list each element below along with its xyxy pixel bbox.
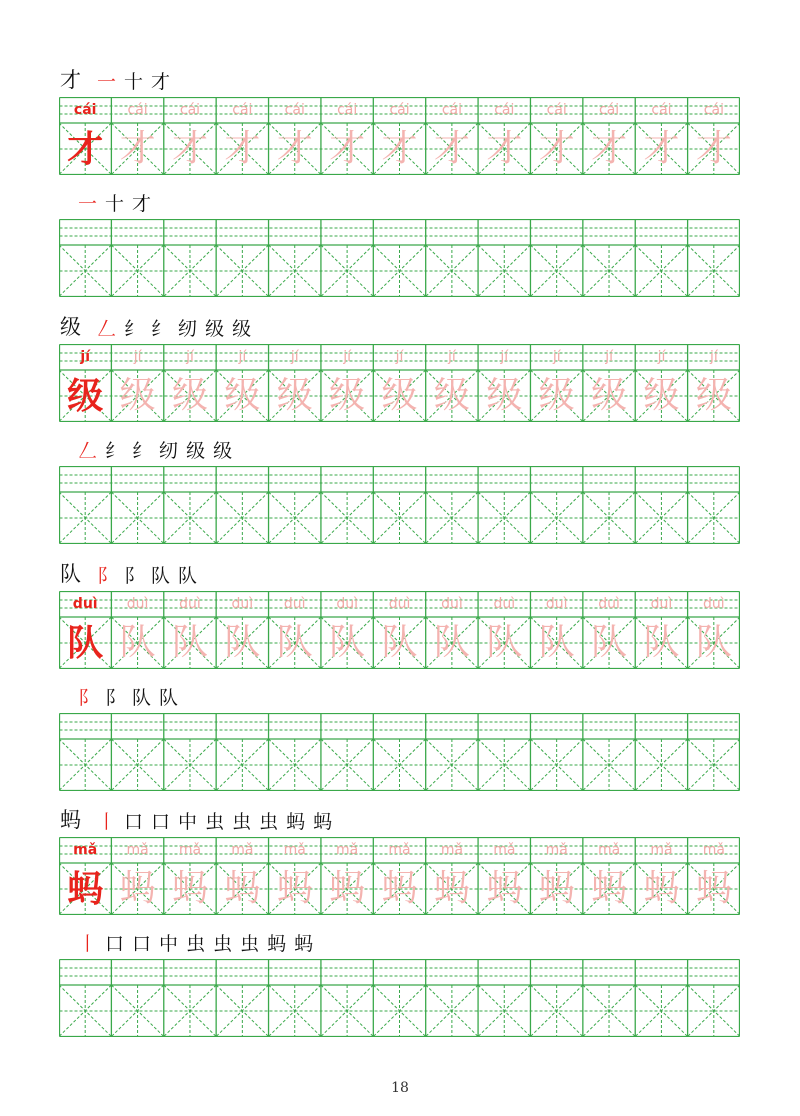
practice-grid-empty: [59, 219, 740, 297]
stroke-step: 口: [151, 811, 171, 833]
pinyin-trace: cái: [703, 102, 724, 118]
character-trace: 才: [171, 128, 208, 169]
character-row: [59, 617, 740, 669]
stroke-order-header: [60, 315, 259, 341]
character-trace: 蚂: [381, 868, 418, 909]
stroke-step: 阝: [105, 687, 125, 709]
stroke-step: 虫: [186, 933, 206, 955]
character-trace: 队: [224, 622, 261, 663]
character-trace: 蚂: [171, 868, 208, 909]
character-trace: 蚂: [486, 868, 523, 909]
stroke-step: 队: [151, 565, 171, 587]
character-trace: 队: [486, 622, 523, 663]
stroke-step: 纫: [159, 440, 179, 462]
pinyin-trace: mǎ: [702, 842, 725, 858]
stroke-step: 中: [178, 811, 198, 833]
character-trace: 级: [538, 375, 575, 416]
pinyin-trace: mǎ: [493, 842, 516, 858]
pinyin-trace: duì: [703, 596, 725, 612]
stroke-step: 丨: [97, 811, 117, 833]
stroke-order-character: 队: [60, 562, 81, 586]
stroke-step: 阝: [78, 687, 98, 709]
stroke-step: 蚂: [286, 811, 306, 833]
stroke-order-practice-header: [78, 930, 321, 956]
stroke-step: 队: [132, 687, 152, 709]
pinyin-row: [59, 837, 740, 863]
stroke-step: 中: [159, 933, 179, 955]
character-trace: 队: [329, 622, 366, 663]
pinyin-trace: jí: [709, 349, 718, 365]
stroke-order-character: 蚂: [60, 808, 81, 832]
character-trace: 才: [329, 128, 366, 169]
character-row: [59, 863, 740, 915]
practice-grid-empty: [59, 959, 740, 1037]
pinyin-trace: cái: [337, 102, 358, 118]
character-trace: 才: [486, 128, 523, 169]
character-trace: 才: [119, 128, 156, 169]
stroke-order-header: [60, 68, 178, 94]
pinyin-trace: jí: [133, 349, 142, 365]
pinyin-trace: jí: [343, 349, 352, 365]
character-trace: 才: [695, 128, 732, 169]
stroke-step: 纫: [178, 318, 198, 340]
pinyin-trace: mǎ: [440, 842, 464, 858]
character-trace: 队: [643, 622, 680, 663]
pinyin-trace: duì: [126, 596, 149, 612]
pinyin-model: jí: [80, 349, 90, 365]
character-model: 蚂: [67, 868, 104, 910]
character-trace: 队: [591, 622, 628, 663]
stroke-step: 丨: [78, 933, 98, 955]
pinyin-trace: duì: [650, 596, 673, 612]
pinyin-trace: cái: [494, 102, 515, 118]
pinyin-trace: cái: [389, 102, 410, 118]
stroke-step: 才: [151, 71, 171, 93]
character-trace: 才: [224, 128, 261, 169]
pinyin-trace: jí: [395, 349, 404, 365]
pinyin-trace: jí: [605, 349, 613, 365]
pinyin-trace: jí: [500, 349, 509, 365]
character-trace: 蚂: [224, 868, 261, 909]
character-trace: 级: [695, 375, 732, 416]
pinyin-trace: jí: [657, 349, 666, 365]
pinyin-trace: cái: [599, 102, 620, 118]
stroke-step: 虫: [213, 933, 233, 955]
pinyin-trace: cái: [284, 102, 305, 118]
character-trace: 队: [695, 622, 732, 663]
pinyin-model: cái: [73, 102, 97, 118]
stroke-step: 纟: [105, 440, 125, 462]
pinyin-trace: duì: [231, 596, 254, 612]
character-row: [59, 370, 740, 422]
pinyin-trace: mǎ: [597, 842, 621, 858]
stroke-step: 口: [132, 933, 152, 955]
character-trace: 级: [591, 375, 628, 416]
stroke-step: 级: [205, 318, 225, 340]
pinyin-trace: duì: [441, 596, 463, 612]
character-model: 队: [67, 622, 104, 664]
stroke-step: 蚂: [313, 811, 333, 833]
stroke-order-practice-header: [78, 437, 240, 463]
character-trace: 级: [486, 375, 523, 416]
character-trace: 蚂: [329, 868, 366, 909]
pinyin-trace: mǎ: [231, 842, 254, 858]
pinyin-trace: duì: [336, 596, 358, 612]
character-model: 才: [67, 128, 104, 170]
character-trace: 队: [538, 622, 575, 663]
pinyin-row: [59, 591, 740, 617]
character-trace: 级: [329, 375, 366, 416]
pinyin-trace: duì: [598, 596, 620, 612]
character-trace: 才: [433, 128, 470, 169]
stroke-order-practice-header: [78, 684, 186, 710]
pinyin-trace: duì: [388, 596, 411, 612]
stroke-step: 纟: [132, 440, 152, 462]
character-trace: 蚂: [538, 868, 575, 909]
stroke-step: 虫: [240, 933, 260, 955]
stroke-step: 队: [159, 687, 179, 709]
stroke-step: 口: [105, 933, 125, 955]
pinyin-trace: jí: [552, 349, 561, 365]
character-trace: 蚂: [591, 868, 628, 909]
pinyin-trace: mǎ: [178, 842, 202, 858]
stroke-step: 口: [124, 811, 144, 833]
stroke-step: 十: [124, 71, 144, 93]
stroke-step: 级: [213, 440, 233, 462]
pinyin-trace: mǎ: [283, 842, 306, 858]
practice-grid-empty: [59, 466, 740, 544]
pinyin-row: [59, 344, 740, 370]
stroke-step: 阝: [97, 565, 117, 587]
character-trace: 级: [433, 375, 470, 416]
pinyin-trace: cái: [546, 102, 567, 118]
character-trace: 级: [381, 375, 418, 416]
stroke-step: 队: [178, 565, 198, 587]
pinyin-model: mǎ: [73, 842, 98, 858]
pinyin-trace: jí: [238, 349, 247, 365]
pinyin-trace: cái: [127, 102, 148, 118]
pinyin-trace: mǎ: [388, 842, 411, 858]
stroke-step: 级: [186, 440, 206, 462]
page-number: 18: [391, 1080, 409, 1096]
character-trace: 队: [433, 622, 470, 663]
pinyin-trace: duì: [493, 596, 516, 612]
pinyin-trace: mǎ: [650, 842, 673, 858]
character-trace: 级: [643, 375, 680, 416]
stroke-order-header: [60, 808, 340, 834]
pinyin-trace: duì: [283, 596, 306, 612]
stroke-step: 蚂: [294, 933, 314, 955]
character-trace: 级: [119, 375, 156, 416]
character-trace: 级: [276, 375, 313, 416]
stroke-step: 一: [78, 193, 98, 215]
pinyin-trace: cái: [232, 102, 253, 118]
stroke-step: 𠃋: [97, 318, 117, 340]
character-trace: 队: [119, 622, 156, 663]
character-trace: 才: [643, 128, 680, 169]
stroke-step: 十: [105, 193, 125, 215]
stroke-step: 𠃋: [78, 440, 98, 462]
pinyin-trace: mǎ: [126, 842, 149, 858]
character-trace: 级: [224, 375, 261, 416]
stroke-step: 一: [97, 71, 117, 93]
stroke-step: 才: [132, 193, 152, 215]
stroke-order-character: 级: [60, 315, 81, 339]
pinyin-trace: cái: [441, 102, 463, 118]
character-model: 级: [67, 375, 104, 417]
stroke-step: 级: [232, 318, 252, 340]
character-trace: 才: [538, 128, 575, 169]
character-trace: 蚂: [433, 868, 470, 909]
stroke-order-character: 才: [60, 68, 81, 92]
pinyin-trace: mǎ: [545, 842, 568, 858]
character-trace: 蚂: [119, 868, 156, 909]
character-trace: 蚂: [643, 868, 680, 909]
stroke-order-practice-header: [78, 190, 159, 216]
stroke-step: 虫: [205, 811, 225, 833]
character-trace: 才: [591, 128, 628, 169]
character-trace: 队: [171, 622, 208, 663]
character-trace: 蚂: [276, 868, 313, 909]
pinyin-trace: cái: [651, 102, 672, 118]
stroke-order-header: [60, 562, 205, 588]
pinyin-model: duì: [72, 596, 98, 612]
character-trace: 蚂: [695, 868, 732, 909]
pinyin-row: [59, 97, 740, 123]
character-trace: 级: [171, 375, 208, 416]
character-trace: 才: [381, 128, 418, 169]
practice-grid-empty: [59, 713, 740, 791]
stroke-step: 虫: [259, 811, 279, 833]
stroke-step: 蚂: [267, 933, 287, 955]
stroke-step: 纟: [151, 318, 171, 340]
pinyin-trace: cái: [179, 102, 201, 118]
pinyin-trace: jí: [186, 349, 194, 365]
character-trace: 队: [276, 622, 313, 663]
character-trace: 队: [381, 622, 418, 663]
character-row: [59, 123, 740, 175]
pinyin-trace: jí: [448, 349, 456, 365]
pinyin-trace: jí: [290, 349, 299, 365]
stroke-step: 阝: [124, 565, 144, 587]
pinyin-trace: mǎ: [336, 842, 359, 858]
pinyin-trace: duì: [545, 596, 568, 612]
stroke-step: 虫: [232, 811, 252, 833]
stroke-step: 纟: [124, 318, 144, 340]
pinyin-trace: duì: [179, 596, 201, 612]
character-trace: 才: [276, 128, 313, 169]
